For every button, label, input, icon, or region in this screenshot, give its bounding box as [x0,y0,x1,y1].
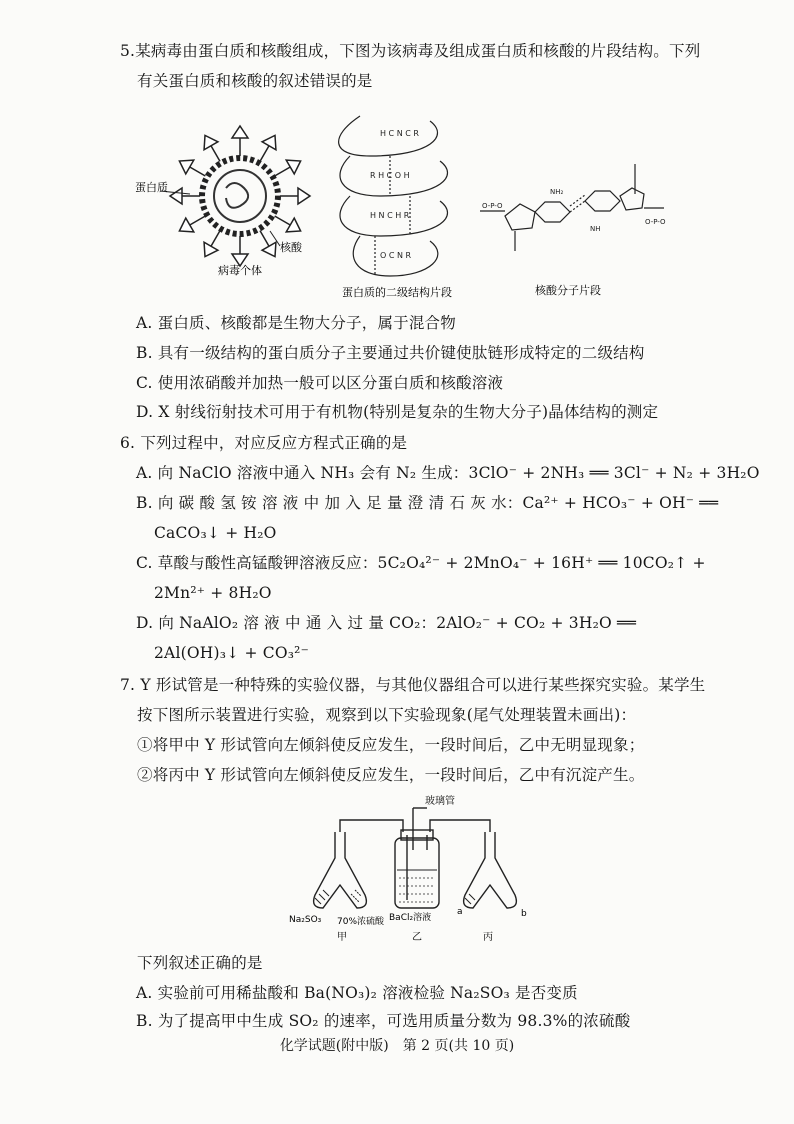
caption-protein: 蛋白质的二级结构片段 [342,286,452,299]
bottle-yi [395,830,439,908]
q6-stem: 6. 下列过程中，对应反应方程式正确的是 [120,434,408,452]
q6-option-d-line1: D. 向 NaAlO₂ 溶 液 中 通 入 过 量 CO₂：2AlO₂⁻ + CO₂ + 3H₂O ══ [136,614,637,632]
label-b: b [521,909,527,919]
q7-option-a: A. 实验前可用稀盐酸和 Ba(NO₃)₂ 溶液检验 Na₂SO₃ 是否变质 [136,984,578,1002]
label-na2so3: Na₂SO₃ [289,915,322,925]
q5-stem-line2: 有关蛋白质和核酸的叙述错误的是 [137,72,373,90]
svg-text:R H C O H: R H C O H [370,171,410,180]
label-a: a [457,907,463,917]
q5-option-a: A. 蛋白质、核酸都是生物大分子，属于混合物 [136,314,456,332]
svg-text:O-P-O: O-P-O [645,218,666,226]
svg-text:O-P-O: O-P-O [482,202,503,210]
q7-stem-line1: 7. Y 形试管是一种特殊的实验仪器，与其他仪器组合可以进行某些探究实验。某学生 [120,676,706,694]
svg-text:O C N R: O C N R [380,251,412,260]
q5-figure [130,96,670,306]
q5-option-b: B. 具有一级结构的蛋白质分子主要通过共价键使肽链形成特定的二级结构 [136,344,645,362]
q5-option-d: D. X 射线衍射技术可用于有机物(特别是复杂的生物大分子)晶体结构的测定 [136,403,659,421]
label-glass-tube: 玻璃管 [425,796,455,807]
label-nucleic: 核酸 [280,241,302,254]
q6-option-b-line1: B. 向 碳 酸 氢 铵 溶 液 中 加 入 足 量 澄 清 石 灰 水：Ca²⁺ + HCO₃⁻ + OH⁻ ══ [136,494,719,512]
label-jia: 甲 [337,932,347,943]
caption-nucleic: 核酸分子片段 [535,284,601,297]
label-protein: 蛋白质 [135,181,168,194]
svg-text:NH₂: NH₂ [550,188,564,196]
label-bacl2: BaCl₂溶液 [389,913,432,923]
label-yi: 乙 [412,932,422,943]
q6-option-b-line2: CaCO₃↓ + H₂O [154,524,277,542]
protein-helix-illustration [339,116,448,276]
y-tube-jia [314,832,367,908]
q7-observation-2: ②将丙中 Y 形试管向左倾斜使反应发生，一段时间后，乙中有沉淀产生。 [137,766,645,784]
q5-stem-line1: 5.某病毒由蛋白质和核酸组成，下图为该病毒及组成蛋白质和核酸的片段结构。下列 [120,42,701,60]
q7-apparatus-figure [285,790,545,945]
q7-options-stem: 下列叙述正确的是 [137,954,263,972]
q5-option-c: C. 使用浓硝酸并加热一般可以区分蛋白质和核酸溶液 [136,374,504,392]
y-tube-bing [464,832,517,908]
q6-option-c-line1: C. 草酸与酸性高锰酸钾溶液反应：5C₂O₄²⁻ + 2MnO₄⁻ + 16H⁺ ══ 10CO₂↑ + [136,554,706,572]
label-bing: 丙 [483,932,493,943]
label-acid: 70%浓硫酸 [337,917,385,927]
nucleic-acid-illustration [480,164,666,251]
q6-option-a: A. 向 NaClO 溶液中通入 NH₃ 会有 N₂ 生成：3ClO⁻ + 2NH₃ ══ 3Cl⁻ + N₂ + 3H₂O [136,464,760,482]
caption-virus: 病毒个体 [218,264,262,277]
q6-option-c-line2: 2Mn²⁺ + 8H₂O [154,584,272,602]
q6-option-d-line2: 2Al(OH)₃↓ + CO₃²⁻ [154,644,309,662]
page-footer: 化学试题(附中版) 第 2 页(共 10 页) [279,1038,515,1054]
svg-text:NH: NH [590,225,601,233]
svg-text:H C N C R: H C N C R [380,129,419,138]
q7-option-b: B. 为了提高甲中生成 SO₂ 的速率，可选用质量分数为 98.3%的浓硫酸 [136,1012,631,1030]
svg-text:H N C H R: H N C H R [370,211,410,220]
q7-stem-line2: 按下图所示装置进行实验，观察到以下实验现象(尾气处理装置未画出)： [137,706,637,724]
q7-observation-1: ①将甲中 Y 形试管向左倾斜使反应发生，一段时间后，乙中无明显现象； [137,736,645,754]
